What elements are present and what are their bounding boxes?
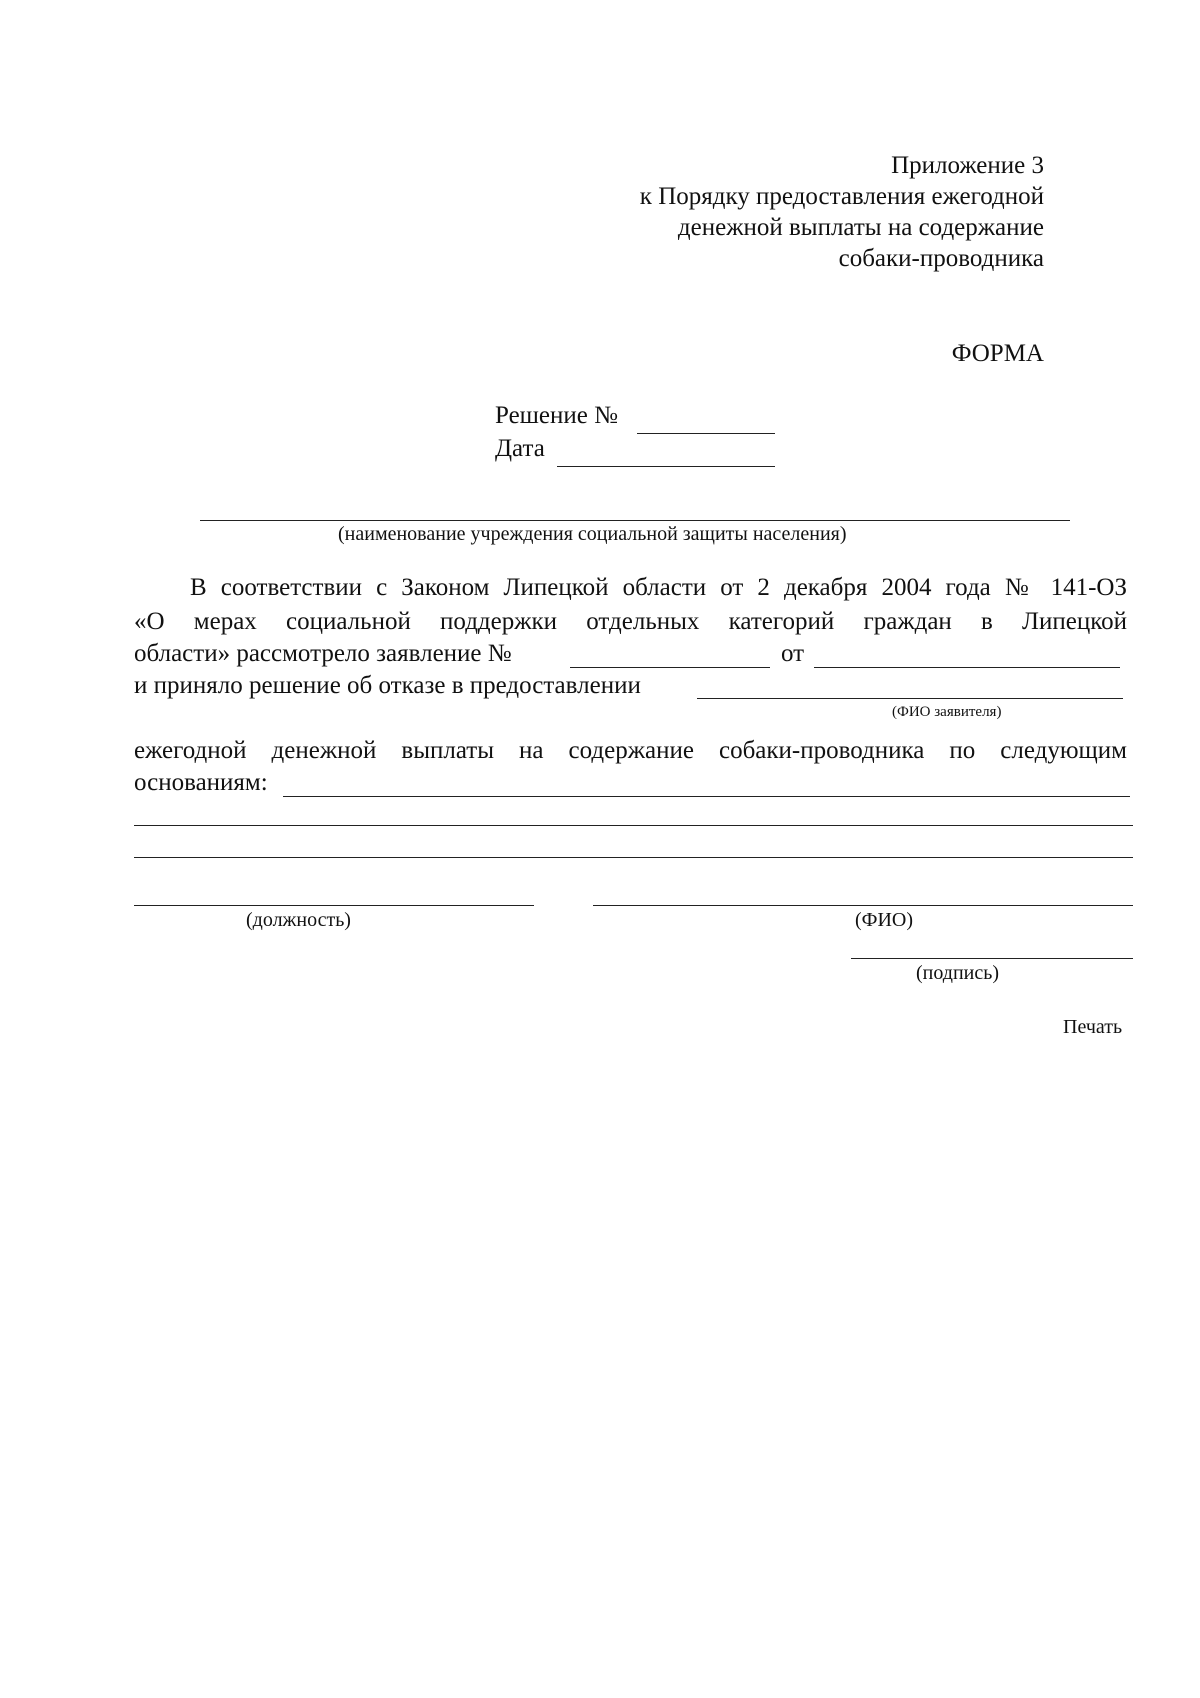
- grounds-field-line-1[interactable]: [283, 796, 1130, 797]
- application-number-field[interactable]: [570, 667, 770, 668]
- institution-name-field[interactable]: [200, 520, 1070, 521]
- paragraph-line-6: основаниям:: [134, 769, 268, 796]
- paragraph-line-4: и приняло решение об отказе в предоставлении: [134, 672, 641, 699]
- position-caption: (должность): [246, 909, 351, 931]
- decision-number-field[interactable]: [637, 433, 775, 434]
- signature-caption: (подпись): [916, 962, 1000, 984]
- application-date-field[interactable]: [814, 667, 1120, 668]
- paragraph-line-2: «О мерах социальной поддержки отдельных категорий граждан в Липецкой: [134, 608, 1127, 635]
- signer-fio-field[interactable]: [593, 905, 1133, 906]
- grounds-field-line-3[interactable]: [134, 857, 1133, 858]
- appendix-line: собаки-проводника: [838, 245, 1044, 272]
- grounds-field-line-2[interactable]: [134, 825, 1133, 826]
- paragraph-line-1: В соответствии с Законом Липецкой области от 2 декабря 2004 года № 141-ОЗ: [190, 574, 1127, 601]
- signer-fio-caption: (ФИО): [855, 909, 914, 931]
- paragraph-line-3-start: области» рассмотрело заявление №: [134, 640, 512, 667]
- paragraph-line-5: ежегодной денежной выплаты на содержание собаки-проводника по следующим: [134, 737, 1127, 764]
- decision-date-field[interactable]: [557, 466, 775, 467]
- decision-number-label: Решение №: [495, 402, 618, 429]
- appendix-line: денежной выплаты на содержание: [677, 214, 1044, 241]
- appendix-header: [640, 150, 1044, 274]
- institution-caption: (наименование учреждения социальной защиты населения): [338, 523, 847, 545]
- appendix-line: к Порядку предоставления ежегодной: [639, 183, 1044, 210]
- appendix-line: Приложение 3: [891, 152, 1044, 179]
- applicant-fio-caption: (ФИО заявителя): [892, 704, 1002, 720]
- decision-date-label: Дата: [495, 435, 545, 462]
- paragraph-line-3-from: от: [781, 640, 805, 667]
- signature-field[interactable]: [851, 958, 1133, 959]
- form-label: ФОРМА: [951, 340, 1044, 367]
- applicant-fio-field[interactable]: [697, 698, 1123, 699]
- position-field[interactable]: [134, 905, 534, 906]
- stamp-label: Печать: [1063, 1016, 1123, 1038]
